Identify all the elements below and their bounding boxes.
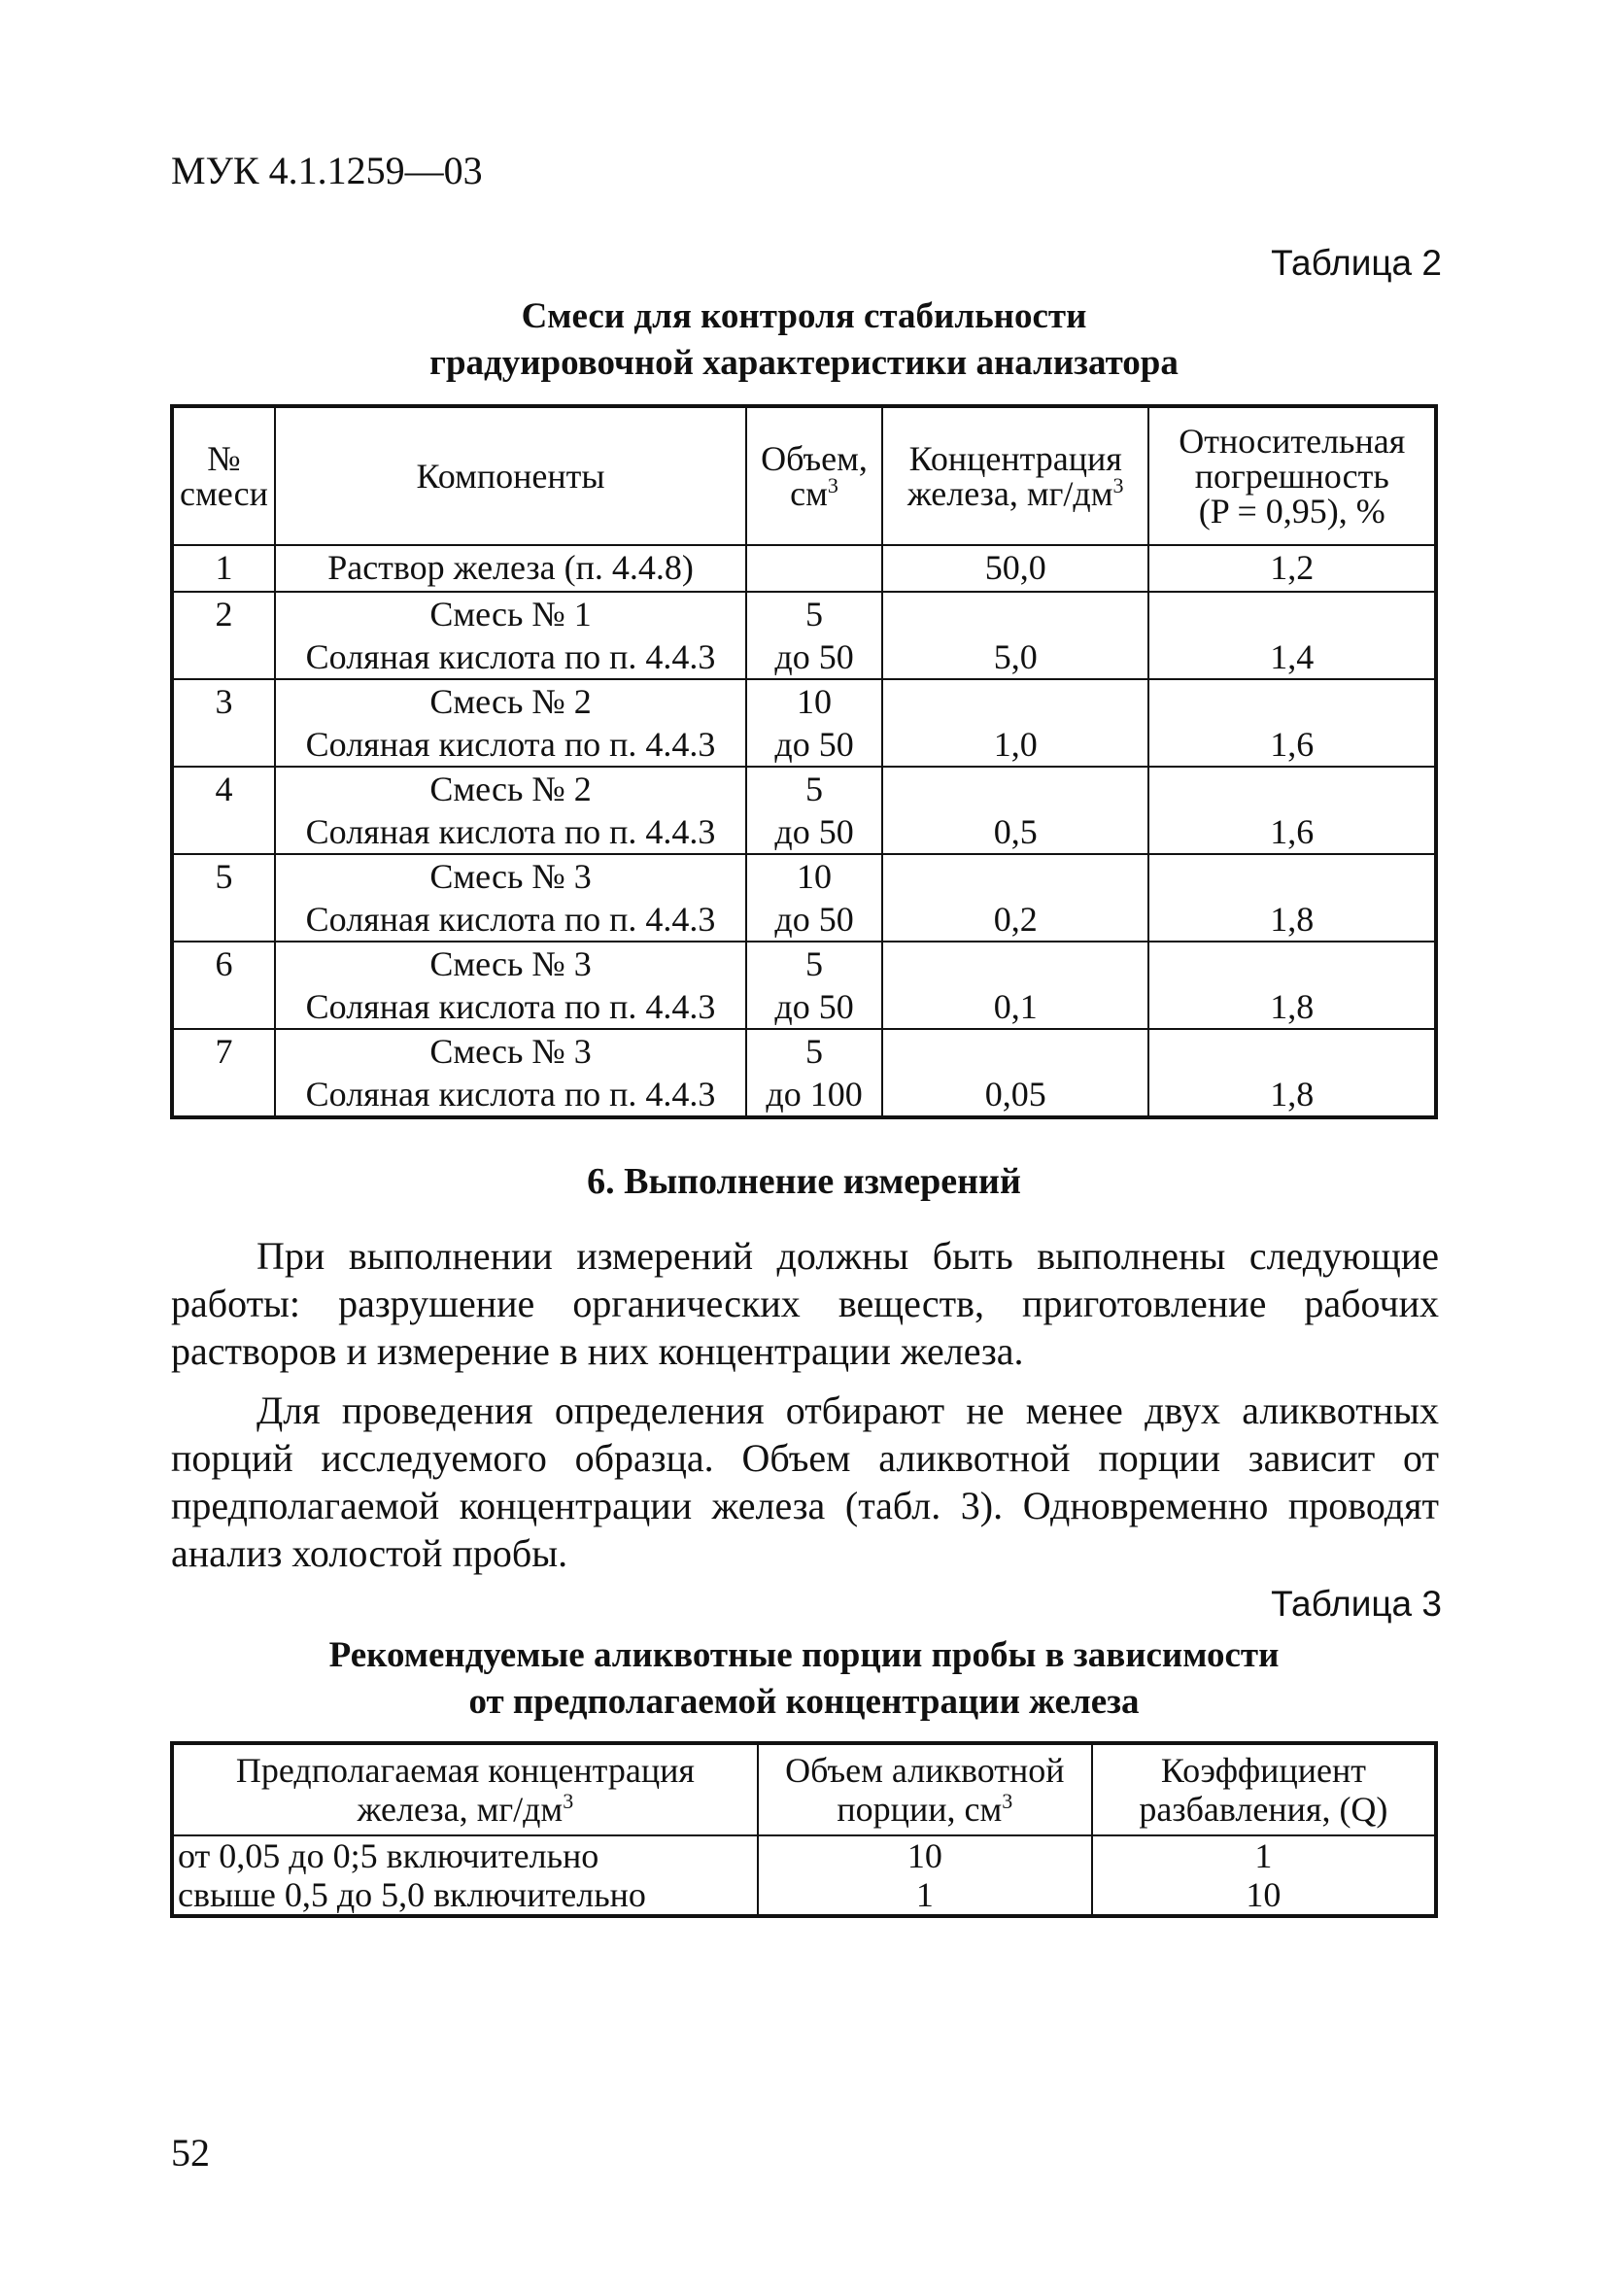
table3-title-line2: от предполагаемой концентрации железа [468,1682,1140,1722]
table-row [172,854,1436,942]
error-cell: 1,8 [1148,854,1436,942]
header-volume: Объем, $см^3$ [746,406,882,545]
header-components: Компоненты [275,406,746,545]
error-cell: 1,8 [1148,1029,1436,1117]
components-cell: Смесь № 3 Соляная кислота по п. 4.4.3 [275,942,746,1029]
table3-title-line1: Рекомендуемые аликвотные порции пробы в зависимости [328,1635,1280,1675]
section-6-heading: 6. Выполнение измерений [587,1161,1021,1202]
header-dilution-coefficient: Коэффициент разбавления, (Q) [1092,1743,1436,1835]
concentration-cell: 1,0 [882,679,1149,767]
components-cell: Смесь № 2 Соляная кислота по п. 4.4.3 [275,767,746,854]
error-cell: 1,8 [1148,942,1436,1029]
header-num: № смеси [172,406,275,545]
table2-title-line1: Смеси для контроля стабильности [521,296,1087,336]
concentration-cell: 50,0 [882,545,1149,592]
volume-cell: 10 до 50 [746,854,882,942]
paragraph: Для проведения определения отбирают не менее двух аликвотных порций исследуемого образца. Объем аликвотной порции зависит от предполагаемой концентрации железа (табл. 3). Одновременно проводят анализ холостой пробы. [171,1388,1439,1575]
volume-cell: 10 до 50 [746,679,882,767]
mix-number-cell: 4 [172,767,275,854]
mix-number-cell: 2 [172,592,275,679]
section-6-body [171,1232,1439,1589]
header-concentration: Предполагаемая концентрация железа, $мг/дм^3$ [172,1743,758,1835]
table-row [172,545,1436,592]
components-cell: Смесь № 2 Соляная кислота по п. 4.4.3 [275,679,746,767]
table-row [172,1029,1436,1117]
volume-cell: 5 до 50 [746,767,882,854]
table2-header-row [172,406,1436,545]
error-cell: 1,4 [1148,592,1436,679]
concentration-cell: 0,05 [882,1029,1149,1117]
concentration-cell: 0,2 [882,854,1149,942]
table2-label: Таблица 2 [1271,243,1442,283]
header-concentration: Концентрация железа, $мг/дм^3$ [882,406,1149,545]
table-row [172,767,1436,854]
page-number: 52 [171,2131,210,2175]
components-cell: Смесь № 3 Соляная кислота по п. 4.4.3 [275,1029,746,1117]
table3 [170,1741,1438,1918]
header-error: Относительная погрешность (P = 0,95), % [1148,406,1436,545]
table3-label: Таблица 3 [1271,1584,1442,1624]
volume-cell: 5 до 50 [746,942,882,1029]
table3-header-row [172,1743,1436,1835]
components-cell: Раствор железа (п. 4.4.8) [275,545,746,592]
error-cell: 1,6 [1148,679,1436,767]
mix-number-cell: 1 [172,545,275,592]
table-row [172,942,1436,1029]
table2-title [170,293,1438,387]
components-cell: Смесь № 1 Соляная кислота по п. 4.4.3 [275,592,746,679]
concentration-cell: 5,0 [882,592,1149,679]
volume-cell: 10 1 [758,1835,1092,1916]
table-row [172,1835,1436,1916]
coefficient-cell: 1 10 [1092,1835,1436,1916]
mix-number-cell: 7 [172,1029,275,1117]
concentration-cell: 0,1 [882,942,1149,1029]
volume-cell: 5 до 100 [746,1029,882,1117]
table3-title [170,1632,1438,1726]
table-row [172,679,1436,767]
volume-cell: 5 до 50 [746,592,882,679]
table-row [172,592,1436,679]
components-cell: Смесь № 3 Соляная кислота по п. 4.4.3 [275,854,746,942]
range-cell: от 0,05 до 0;5 включительно свыше 0,5 до 5,0 включительно [172,1835,758,1916]
table2 [170,404,1438,1119]
document-code: МУК 4.1.1259—03 [171,149,483,192]
mix-number-cell: 5 [172,854,275,942]
error-cell: 1,2 [1148,545,1436,592]
volume-cell [746,545,882,592]
mix-number-cell: 6 [172,942,275,1029]
paragraph: При выполнении измерений должны быть выполнены следующие работы: разрушение органических веществ, приготовление рабочих растворов и измерение в них концентрации железа. [171,1234,1439,1373]
error-cell: 1,6 [1148,767,1436,854]
concentration-cell: 0,5 [882,767,1149,854]
table2-title-line2: градуировочной характеристики анализатора [429,343,1179,383]
header-aliquot-volume: Объем аликвотной порции, $см^3$ [758,1743,1092,1835]
mix-number-cell: 3 [172,679,275,767]
